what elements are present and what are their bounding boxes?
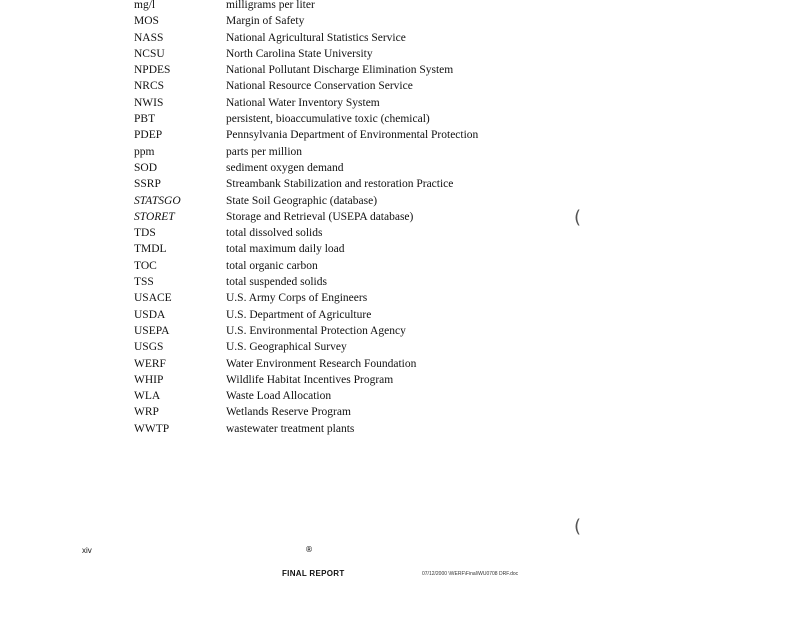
acronym-definition: total maximum daily load	[226, 243, 345, 256]
acronym-term: USDA	[134, 308, 166, 321]
acronym-term: TSS	[134, 276, 154, 289]
acronym-definition: wastewater treatment plants	[226, 422, 355, 435]
acronym-term: NCSU	[134, 47, 165, 60]
glossary-row	[134, 258, 478, 274]
acronym-definition: National Pollutant Discharge Elimination System	[226, 64, 454, 77]
acronym-definition: Wildlife Habitat Incentives Program	[226, 373, 394, 386]
acronym-definition: total organic carbon	[226, 259, 318, 272]
acronym-term: USGS	[134, 341, 164, 354]
glossary-row	[134, 62, 478, 78]
acronym-term: mg/l	[134, 0, 156, 11]
acronym-definition: parts per million	[226, 145, 303, 158]
acronym-term: NASS	[134, 31, 164, 44]
glossary-row	[134, 30, 478, 46]
registered-mark: ®	[305, 545, 313, 554]
acronym-term: USACE	[134, 292, 172, 305]
acronym-definition: Streambank Stabilization and restoration Practice	[226, 178, 454, 191]
glossary-row	[134, 176, 478, 192]
acronym-term: MOS	[134, 15, 159, 28]
acronym-term: USEPA	[134, 324, 170, 337]
glossary-row	[134, 307, 478, 323]
glossary-row	[134, 193, 478, 209]
acronym-term: TOC	[134, 259, 157, 272]
glossary-row	[134, 225, 478, 241]
acronym-definition: milligrams per liter	[226, 0, 315, 11]
glossary-row	[134, 421, 478, 437]
acronym-glossary	[134, 0, 478, 437]
glossary-row	[134, 404, 478, 420]
glossary-row	[134, 323, 478, 339]
glossary-row	[134, 78, 478, 94]
margin-mark: (	[574, 516, 582, 537]
glossary-row	[134, 274, 478, 290]
acronym-definition: Wetlands Reserve Program	[226, 406, 351, 419]
acronym-term: PDEP	[134, 129, 163, 142]
acronym-term: WLA	[134, 390, 161, 403]
acronym-term: STORET	[134, 210, 175, 223]
report-label: FINAL REPORT	[282, 569, 345, 578]
acronym-term: ppm	[134, 145, 155, 158]
acronym-definition: U.S. Geographical Survey	[226, 341, 347, 354]
file-path: 07/12/2000 \WERF\Final\WU0708 DRF.doc	[422, 571, 519, 577]
acronym-term: NPDES	[134, 64, 171, 77]
acronym-term: WRP	[134, 406, 159, 419]
acronym-term: PBT	[134, 113, 156, 126]
acronym-definition: Storage and Retrieval (USEPA database)	[226, 210, 414, 223]
glossary-row	[134, 290, 478, 306]
acronym-definition: Pennsylvania Department of Environmental Protection	[226, 129, 479, 142]
page-number: xiv	[82, 546, 92, 555]
glossary-row	[134, 95, 478, 111]
acronym-definition: persistent, bioaccumulative toxic (chemical)	[226, 113, 430, 126]
glossary-row	[134, 111, 478, 127]
acronym-definition: National Resource Conservation Service	[226, 80, 413, 93]
glossary-row	[134, 388, 478, 404]
glossary-row	[134, 0, 478, 13]
glossary-row	[134, 241, 478, 257]
acronym-definition: total dissolved solids	[226, 227, 323, 240]
acronym-term: SOD	[134, 161, 158, 174]
acronym-definition: Margin of Safety	[226, 15, 305, 28]
margin-mark: (	[574, 207, 582, 228]
acronym-definition: Water Environment Research Foundation	[226, 357, 417, 370]
glossary-row	[134, 160, 478, 176]
acronym-term: STATSGO	[134, 194, 181, 207]
acronym-definition: U.S. Department of Agriculture	[226, 308, 372, 321]
glossary-row	[134, 144, 478, 160]
acronym-term: WWTP	[134, 422, 170, 435]
acronym-term: NWIS	[134, 96, 164, 109]
acronym-term: NRCS	[134, 80, 165, 93]
acronym-definition: State Soil Geographic (database)	[226, 194, 378, 207]
acronym-definition: National Water Inventory System	[226, 96, 380, 109]
glossary-row	[134, 339, 478, 355]
acronym-definition: total suspended solids	[226, 276, 327, 289]
acronym-term: TDS	[134, 227, 156, 240]
acronym-definition: National Agricultural Statistics Service	[226, 31, 406, 44]
glossary-row	[134, 209, 478, 225]
acronym-term: WHIP	[134, 373, 164, 386]
acronym-term: WERF	[134, 357, 166, 370]
acronym-definition: North Carolina State University	[226, 47, 373, 60]
acronym-definition: sediment oxygen demand	[226, 161, 344, 174]
acronym-term: SSRP	[134, 178, 161, 191]
glossary-row	[134, 356, 478, 372]
acronym-definition: U.S. Environmental Protection Agency	[226, 324, 406, 337]
glossary-row	[134, 127, 478, 143]
glossary-row	[134, 372, 478, 388]
acronym-definition: Waste Load Allocation	[226, 390, 332, 403]
glossary-row	[134, 46, 478, 62]
acronym-definition: U.S. Army Corps of Engineers	[226, 292, 368, 305]
acronym-term: TMDL	[134, 243, 167, 256]
glossary-row	[134, 13, 478, 29]
